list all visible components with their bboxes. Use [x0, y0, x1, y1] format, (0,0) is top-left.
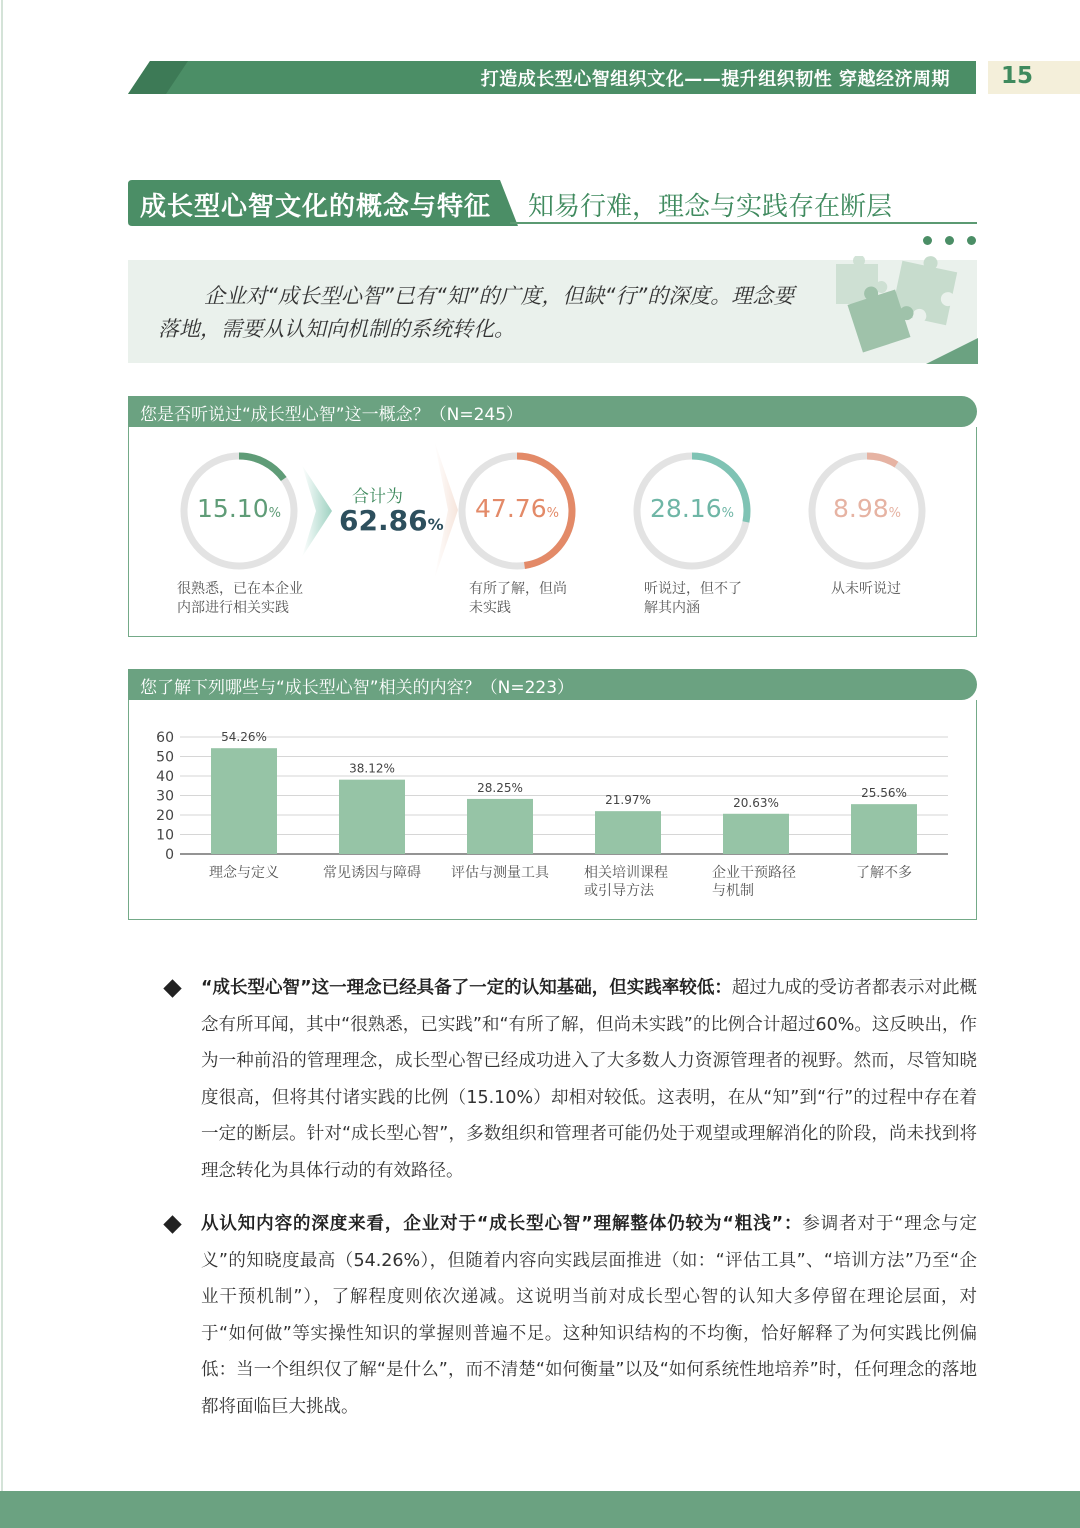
- section-title: 成长型心智文化的概念与特征: [140, 192, 492, 222]
- decor-dot: [923, 236, 932, 245]
- section-underline: [510, 222, 977, 224]
- bar: [851, 804, 917, 854]
- donut-3-caption: 听说过，但不了 解其内涵: [644, 581, 742, 616]
- decor-dot: [945, 236, 954, 245]
- chart-title: 您了解下列哪些与“成长型心智”相关的内容？（N=223）: [140, 678, 575, 698]
- bar: [467, 799, 533, 854]
- donut-1-value: 15.10%: [197, 494, 281, 523]
- analysis-paragraph-1: “成长型心智”这一理念已经具备了一定的认知基础，但实践率较低：超过九成的受访者都表示对此概念有所耳闻，其中“很熟悉，已实践”和“有所了解，但尚未实践”的比例合计超过60%。这反映出，作为一种前沿的管理理念，成长型心智已经成功进入了大多数人力资源管理者的视野。然而，尽管知晓度很高，但将其付诸实践的比例（15.10%）却相对较低。这表明，在从“知”到“行”的过程中存在着一定的断层。针对“成长型心智”，多数组织和管理者可能仍处于观望或理解消化的阶段，尚未找到将理念转化为具体行动的有效路径。: [201, 978, 977, 1181]
- x-tick-label: 相关培训课程: [584, 865, 668, 881]
- bar: [211, 748, 277, 854]
- data-label: 25.56%: [861, 786, 907, 801]
- footer-band: [0, 1491, 1080, 1528]
- data-label: 54.26%: [221, 730, 267, 745]
- bullet-diamond-icon: [163, 979, 181, 997]
- x-tick-label: 常见诱因与障碍: [323, 865, 421, 881]
- data-label: 20.63%: [733, 795, 779, 810]
- x-tick-label: 了解不多: [856, 865, 912, 881]
- x-tick-label: 与机制: [712, 883, 754, 899]
- bar: [595, 811, 661, 854]
- donut-1-caption: 很熟悉，已在本企业 内部进行相关实践: [177, 581, 303, 616]
- data-label: 21.97%: [605, 793, 651, 808]
- y-tick-label: 60: [156, 730, 174, 746]
- decor-dot: [967, 236, 976, 245]
- key-insight-text: 企业对“成长型心智”已有“知”的广度，但缺“行”的深度。理念要落地，需要从认知向机制的系统转化。: [158, 284, 795, 341]
- x-tick-label: 理念与定义: [209, 865, 279, 881]
- y-tick-label: 30: [156, 788, 174, 805]
- y-tick-label: 40: [156, 769, 174, 785]
- data-label: 38.12%: [349, 761, 395, 776]
- donut-4-value: 8.98%: [832, 494, 902, 523]
- bar: [339, 780, 405, 854]
- bar: [723, 814, 789, 854]
- x-tick-label: 或引导方法: [584, 883, 654, 899]
- donut-4-caption: 从未听说过: [831, 581, 901, 597]
- total-label: 合计为: [352, 487, 403, 507]
- page-number: 15: [1001, 63, 1034, 89]
- header-title: 打造成长型心智组织文化——提升组织韧性 穿越经济周期: [480, 69, 950, 90]
- data-label: 28.25%: [477, 780, 523, 795]
- y-tick-label: 10: [156, 827, 174, 844]
- y-tick-label: 20: [156, 808, 174, 824]
- x-tick-label: 企业干预路径: [712, 865, 796, 881]
- y-tick-label: 50: [156, 749, 174, 766]
- analysis-paragraph-2: 从认知内容的深度来看，企业对于“成长型心智”理解整体仍较为“粗浅”：参调者对于“理念与定义”的知晓度最高（54.26%），但随着内容向实践层面推进（如：“评估工具”、“培训方法”乃至“企业干预机制”），了解程度则依次递减。这说明当前对成长型心智的认知大多停留在理论层面，对于“如何做”等实操性知识的掌握则普遍不足。这种知识结构的不均衡，恰好解释了为何实践比例偏低：当一个组织仅了解“是什么”，而不清楚“如何衡量”以及“如何系统性地培养”时，任何理念的落地都将面临巨大挑战。: [201, 1214, 977, 1417]
- puzzle-icon: [826, 256, 978, 364]
- bar-chart: [128, 700, 976, 919]
- x-tick-label: 评估与测量工具: [451, 865, 549, 881]
- y-tick-label: 0: [165, 847, 174, 863]
- donut-2-value: 47.76%: [475, 494, 559, 523]
- survey1-question: 您是否听说过“成长型心智”这一概念？（N=245）: [140, 405, 524, 425]
- page-edge-rule: [1, 0, 3, 1491]
- section-subtitle: 知易行难，理念与实践存在断层: [528, 192, 893, 222]
- total-value: 62.86%: [339, 504, 444, 537]
- donut-3-value: 28.16%: [650, 494, 734, 523]
- donut-2-caption: 有所了解，但尚 未实践: [469, 581, 567, 616]
- bullet-diamond-icon: [163, 1215, 181, 1233]
